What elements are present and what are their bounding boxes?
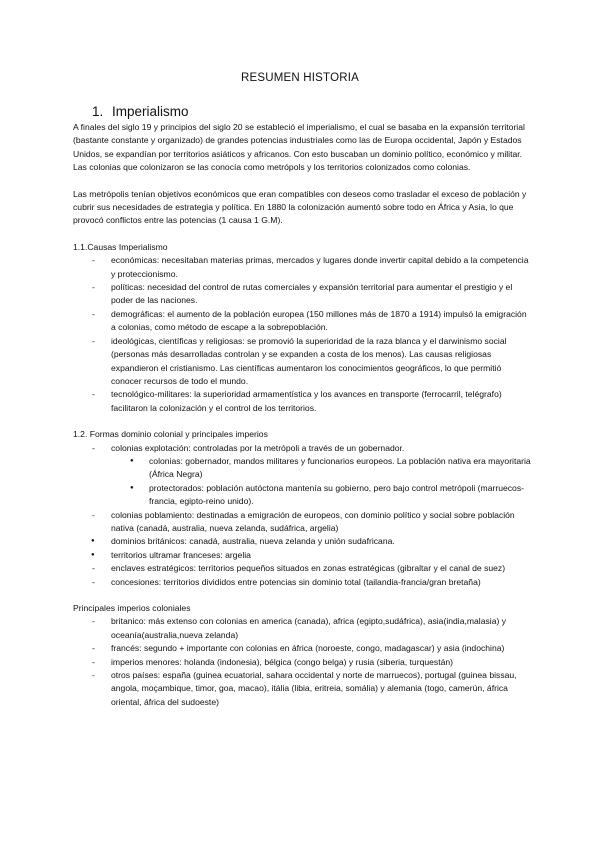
paragraph-intro: A finales del siglo 19 y principios del siglo 20 se estableció el imperialismo, el cual se basaba en la expansión territorial (bastante constante y organizado) de grandes potencias industriales como las de Europa occidental, Japón y Estados Unidos, se expandían por territorios asiáticos y africanos. Con esto buscaban un dominio político, económico y militar. Las colonias que colonizaron se las conocía como metrópols y los territorios colonizados como colonias.	[73, 122, 525, 173]
section-heading-text: Imperialismo	[112, 104, 189, 119]
document-body	[73, 121, 533, 709]
list-item: ● territorios ultramar franceses: argelia	[73, 549, 533, 562]
section-number: 1.	[92, 104, 104, 119]
list-item: - tecnológico-militares: la superioridad armamentística y los avances en transporte (ferrocarril, telégrafo) facilitaron la colonización y el control de los territorios.	[73, 388, 533, 415]
subheading-causes: 1.1.Causas Imperialismo	[73, 241, 168, 252]
section-heading-imperialismo	[92, 104, 189, 119]
list-item: - otros países: españa (guinea ecuatorial, sahara occidental y norte de marruecos), portugal (guinea bissau, angola, moçambique, timor, goa, macao), itália (libia, eritreia, somália) y alemania (togo, camerún, áfrica oriental, áfrica del sudoeste)	[73, 669, 533, 709]
list-item: - francés: segundo + importante con colonias en áfrica (noroeste, congo, madagascar) y asia (indochina)	[73, 642, 533, 655]
list-item: - britanico: más extenso con colonias en america (canada), africa (egipto,sudáfrica), asia(india,malasia) y oceanía(australia,nueva zelanda)	[73, 615, 533, 642]
list-item	[73, 442, 533, 455]
list-item: - imperios menores: holanda (indonesia), bélgica (congo belga) y rusia (siberia, turquestán)	[73, 656, 533, 669]
list-item: ● protectorados: población autóctona mantenía su gobierno, pero bajo control metrópoli (marruecos-francia, egipto-reino unido).	[73, 482, 533, 509]
list-item: - económicas: necesitaban materias primas, mercados y lugares donde invertir capital debido a la competencia y proteccionismo.	[73, 254, 533, 281]
list-item: - políticas: necesidad del control de rutas comerciales y expansión territorial para aumentar el prestigio y el poder de las naciones.	[73, 281, 533, 308]
forms-list-continued	[73, 509, 533, 589]
list-item: - colonias poblamiento: destinadas a emigración de europeos, con dominio político y social sobre población nativa (canadá, australia, nueva zelanda, sudáfrica, argelia)	[73, 509, 533, 536]
list-item: - ideológicas, científicas y religiosas: se promovió la superioridad de la raza blanca y el darwinismo social (personas más desarrolladas controlan y se expanden a costa de los menos). Las causas religiosas expandieron el cristianismo. Las científicas aumentaron los conocimientos geográficos, lo que permitió conocer recursos de todo el mundo.	[73, 335, 533, 389]
forms-list	[73, 442, 533, 455]
subheading-empires: Principales imperios coloniales	[73, 603, 191, 613]
empires-list	[73, 615, 533, 709]
list-item: - enclaves estratégicos: territorios pequeños situados en zonas estratégicas (gibraltar y el canal de suez)	[73, 562, 533, 575]
list-item: ● colonias: gobernador, mandos militares y funcionarios europeos. La población nativa era mayoritaria (África Negra)	[73, 455, 533, 482]
list-item: - concesiones: territorios divididos entre potencias sin dominio total (tailandia-francia/gran bretaña)	[73, 576, 533, 589]
list-item: ● dominios británicos: canadá, australia, nueva zelanda y unión sudafricana.	[73, 535, 533, 548]
subheading-forms: 1.2. Formas dominio colonial y principales imperios	[73, 429, 268, 440]
causes-list	[73, 254, 533, 415]
document-title: RESUMEN HISTORIA	[240, 72, 359, 84]
exploitation-sublist	[73, 455, 533, 509]
paragraph-metropolis: Las metrópolis tenían objetivos económicos que eran compatibles con deseos como trasladar el exceso de población y cubrir sus necesidades de estrategia y política. En 1880 la colonización aumentó sobre todo en África y Asia, lo que provocó conflictos entre las potencias (1 causa 1 G.M).	[73, 188, 527, 226]
list-item: - demográficas: el aumento de la población europea (150 millones más de 1870 a 1914) impulsó la emigración a colonias, como método de escape a la sobrepoblación.	[73, 308, 533, 335]
exploitation-label: colonias explotación: controladas por la metrópoli a través de un gobernador.	[111, 442, 405, 453]
